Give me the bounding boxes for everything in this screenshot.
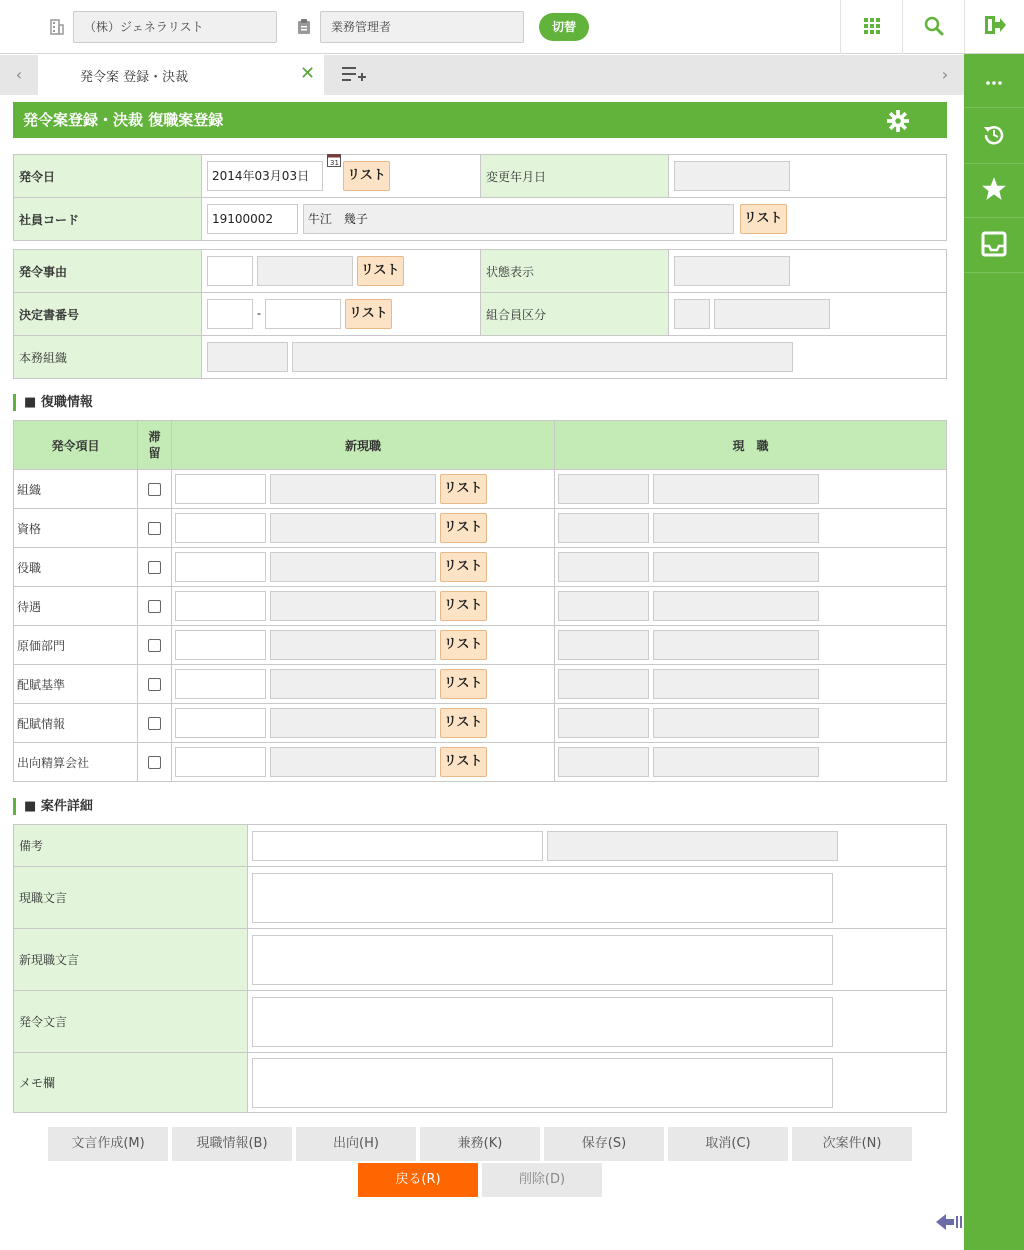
back-button[interactable]: 戻る(R)	[358, 1163, 478, 1197]
col-current-position: 現 職	[555, 421, 947, 470]
employee-name-field: 牛江 幾子	[303, 204, 734, 234]
grid-icon	[864, 18, 880, 37]
right-rail	[964, 0, 1024, 1250]
star-icon	[981, 176, 1007, 205]
delete-button[interactable]: 削除(D)	[482, 1163, 602, 1197]
add-list-icon[interactable]	[342, 65, 366, 86]
current-position-cell	[555, 704, 947, 743]
search-button[interactable]	[902, 0, 964, 54]
issue-date-list-button[interactable]: リスト	[343, 161, 390, 191]
issue-text-label: 発令文言	[14, 991, 248, 1053]
remarks-label: 備考	[14, 825, 248, 867]
create-text-button[interactable]: 文言作成(M)	[48, 1127, 168, 1161]
cancel-button[interactable]: 取消(C)	[668, 1127, 788, 1161]
reason-code-input[interactable]	[207, 256, 253, 286]
more-button[interactable]	[964, 54, 1024, 108]
union-name-field	[714, 299, 830, 329]
current-position-code-field	[558, 708, 649, 738]
more-icon	[986, 74, 1002, 88]
retention-checkbox[interactable]	[148, 678, 161, 691]
tab-strip	[0, 55, 964, 95]
retention-cell	[138, 743, 172, 782]
reinstatement-table	[13, 420, 947, 782]
current-position-name-field	[653, 513, 819, 543]
retention-checkbox[interactable]	[148, 717, 161, 730]
change-date-label: 変更年月日	[481, 155, 669, 198]
current-position-cell	[555, 743, 947, 782]
col-retention	[138, 421, 172, 470]
reason-form	[13, 249, 947, 379]
current-position-name-field	[653, 591, 819, 621]
status-label: 状態表示	[481, 250, 669, 293]
current-position-code-field	[558, 552, 649, 582]
current-position-name-field	[653, 708, 819, 738]
current-position-code-field	[558, 513, 649, 543]
col-retention-text: 滞留	[148, 430, 161, 460]
reason-list-button[interactable]: リスト	[357, 256, 404, 286]
search-icon	[924, 16, 944, 39]
new-position-cell	[172, 509, 555, 548]
calendar-icon[interactable]	[327, 153, 341, 170]
history-icon	[981, 122, 1007, 151]
new-position-list-button[interactable]: リスト	[440, 708, 487, 738]
retention-cell	[138, 509, 172, 548]
top-bar	[0, 0, 964, 54]
new-position-name-field	[270, 669, 436, 699]
new-position-name-field	[270, 474, 436, 504]
tab-label: 発令案 登録・決裁	[80, 70, 189, 85]
table-row	[14, 626, 947, 665]
page-title	[13, 102, 947, 138]
new-position-list-button[interactable]: リスト	[440, 630, 487, 660]
table-row	[14, 587, 947, 626]
main-org-label: 本務組織	[14, 336, 202, 379]
new-text-label: 新現職文言	[14, 929, 248, 991]
inbox-button[interactable]	[964, 219, 1024, 273]
current-info-button[interactable]: 現職情報(B)	[172, 1127, 292, 1161]
role-select[interactable]: 業務管理者	[320, 11, 524, 43]
retention-cell	[138, 548, 172, 587]
current-position-name-field	[653, 630, 819, 660]
col-new-position: 新現職	[172, 421, 555, 470]
history-button[interactable]	[964, 110, 1024, 164]
new-position-code-input[interactable]	[175, 747, 266, 777]
table-row	[14, 665, 947, 704]
logout-icon	[984, 15, 1006, 38]
tab-appointment-draft[interactable]	[38, 55, 324, 95]
issue-item-label: 原価部門	[14, 626, 138, 665]
current-position-cell	[555, 626, 947, 665]
new-position-list-button[interactable]: リスト	[440, 669, 487, 699]
issue-text-area[interactable]	[252, 997, 833, 1047]
new-position-cell	[172, 587, 555, 626]
remarks-input[interactable]	[252, 831, 543, 861]
new-position-name-field	[270, 552, 436, 582]
current-position-cell	[555, 509, 947, 548]
new-position-name-field	[270, 591, 436, 621]
new-position-code-input[interactable]	[175, 708, 266, 738]
issue-item-label: 資格	[14, 509, 138, 548]
current-position-name-field	[653, 552, 819, 582]
current-position-name-field	[653, 474, 819, 504]
issue-item-label: 組織	[14, 470, 138, 509]
main-org-name-field	[292, 342, 793, 372]
retention-cell	[138, 626, 172, 665]
tab-scroll-left[interactable]: ‹	[15, 65, 23, 84]
save-button[interactable]: 保存(S)	[544, 1127, 664, 1161]
new-position-list-button[interactable]: リスト	[440, 552, 487, 582]
current-position-code-field	[558, 669, 649, 699]
new-position-code-input[interactable]	[175, 669, 266, 699]
gear-icon[interactable]	[887, 109, 909, 145]
secondment-button[interactable]: 出向(H)	[296, 1127, 416, 1161]
issue-item-label: 役職	[14, 548, 138, 587]
current-position-code-field	[558, 474, 649, 504]
current-position-code-field	[558, 747, 649, 777]
details-table	[13, 824, 947, 1113]
current-text-area	[252, 873, 833, 923]
retention-checkbox[interactable]	[148, 483, 161, 496]
new-text-area[interactable]	[252, 935, 833, 985]
new-position-cell	[172, 548, 555, 587]
issue-date-input[interactable]: 2014年03月03日	[207, 161, 323, 191]
current-position-code-field	[558, 591, 649, 621]
next-case-button[interactable]: 次案件(N)	[792, 1127, 912, 1161]
decision-number-label: 決定書番号	[14, 293, 202, 336]
close-icon[interactable]: ✕	[300, 63, 316, 84]
logout-button[interactable]	[964, 0, 1024, 54]
svg-text:31: 31	[330, 159, 339, 167]
details-section-title: ■ 案件詳細	[13, 798, 93, 815]
retention-checkbox[interactable]	[148, 561, 161, 574]
new-position-cell	[172, 704, 555, 743]
retention-checkbox[interactable]	[148, 639, 161, 652]
new-position-list-button[interactable]: リスト	[440, 474, 487, 504]
switch-button[interactable]: 切替	[539, 13, 589, 41]
employee-code-input[interactable]: 19100002	[207, 204, 298, 234]
table-row	[14, 470, 947, 509]
col-issue-item: 発令項目	[14, 421, 138, 470]
decision-number-separator: -	[256, 306, 262, 321]
new-position-cell	[172, 665, 555, 704]
current-position-cell	[555, 587, 947, 626]
favorite-button[interactable]	[964, 164, 1024, 218]
reason-name-field	[257, 256, 353, 286]
issue-item-label: 出向精算会社	[14, 743, 138, 782]
new-position-code-input[interactable]	[175, 552, 266, 582]
new-position-code-input[interactable]	[175, 591, 266, 621]
new-position-code-input[interactable]	[175, 513, 266, 543]
change-date-field	[674, 161, 790, 191]
reason-label: 発令事由	[14, 250, 202, 293]
retention-checkbox[interactable]	[148, 522, 161, 535]
current-position-code-field	[558, 630, 649, 660]
new-position-name-field	[270, 747, 436, 777]
new-position-list-button[interactable]: リスト	[440, 513, 487, 543]
new-position-cell	[172, 626, 555, 665]
retention-checkbox[interactable]	[148, 756, 161, 769]
issue-item-label: 待遇	[14, 587, 138, 626]
current-position-cell	[555, 665, 947, 704]
main-org-code-field	[207, 342, 288, 372]
table-row	[14, 743, 947, 782]
employee-list-button[interactable]: リスト	[740, 204, 787, 234]
current-text-label: 現職文言	[14, 867, 248, 929]
current-position-cell	[555, 470, 947, 509]
union-member-label: 組合員区分	[481, 293, 669, 336]
retention-cell	[138, 470, 172, 509]
decision-list-button[interactable]: リスト	[345, 299, 392, 329]
new-position-name-field	[270, 513, 436, 543]
page-title-text: 発令案登録・決裁 復職案登録	[23, 111, 224, 129]
employee-code-label: 社員コード	[14, 198, 202, 241]
remarks-readonly-field	[547, 831, 838, 861]
issue-item-label: 配賦情報	[14, 704, 138, 743]
decision-number-input[interactable]	[265, 299, 341, 329]
decision-number-prefix-input[interactable]	[207, 299, 253, 329]
new-position-cell	[172, 743, 555, 782]
retention-cell	[138, 587, 172, 626]
retention-cell	[138, 665, 172, 704]
building-icon	[50, 19, 64, 35]
new-position-name-field	[270, 630, 436, 660]
retention-checkbox[interactable]	[148, 600, 161, 613]
current-position-name-field	[653, 747, 819, 777]
new-position-cell	[172, 470, 555, 509]
status-field	[674, 256, 790, 286]
clipboard-icon	[297, 19, 311, 35]
header-form	[13, 154, 947, 241]
current-position-cell	[555, 548, 947, 587]
concurrent-post-button[interactable]: 兼務(K)	[420, 1127, 540, 1161]
new-position-name-field	[270, 708, 436, 738]
table-row	[14, 548, 947, 587]
memo-text-area[interactable]	[252, 1058, 833, 1108]
table-row	[14, 704, 947, 743]
back-arrow-icon[interactable]	[936, 1212, 964, 1235]
new-position-code-input[interactable]	[175, 474, 266, 504]
new-position-list-button[interactable]: リスト	[440, 591, 487, 621]
new-position-code-input[interactable]	[175, 630, 266, 660]
inbox-icon	[981, 231, 1007, 260]
issue-date-label: 発令日	[14, 155, 202, 198]
company-select[interactable]: （株）ジェネラリスト	[73, 11, 277, 43]
table-row	[14, 509, 947, 548]
retention-cell	[138, 704, 172, 743]
memo-label: メモ欄	[14, 1053, 248, 1113]
union-code-field	[674, 299, 710, 329]
current-position-name-field	[653, 669, 819, 699]
new-position-list-button[interactable]: リスト	[440, 747, 487, 777]
reinstatement-section-title: ■ 復職情報	[13, 394, 93, 411]
tab-scroll-right[interactable]: ›	[941, 65, 949, 84]
issue-item-label: 配賦基準	[14, 665, 138, 704]
apps-button[interactable]	[840, 0, 902, 54]
